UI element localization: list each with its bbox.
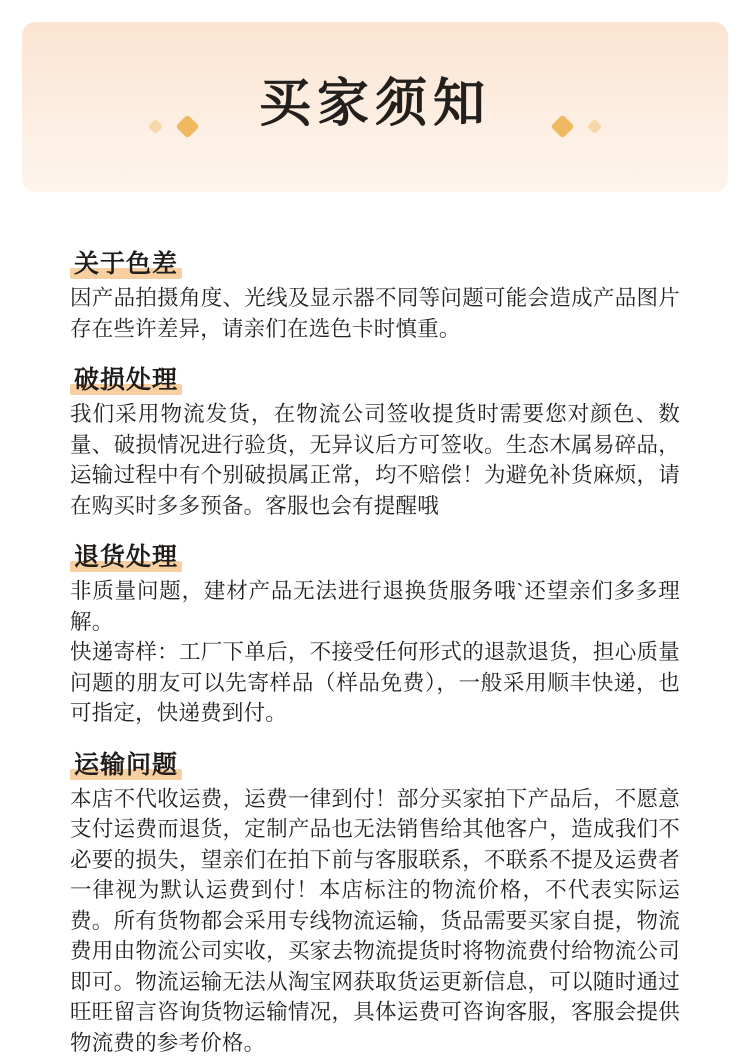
header-banner (22, 22, 728, 192)
section-damage-handling (70, 360, 680, 521)
notice-content (0, 192, 750, 1058)
paragraph: 非质量问题，建材产品无法进行退换货服务哦`还望亲们多多理解。 (70, 579, 680, 634)
section-body (70, 784, 680, 1058)
paragraph: 我们采用物流发货，在物流公司签收提货时需要您对颜色、数量、破损情况进行验货，无异议后方可签收。生态木属易碎品，运输过程中有个别破损属正常，均不赔偿！为避免补货麻烦，请在购买时多多预备。客服也会有提醒哦 (70, 402, 680, 518)
section-return-handling (70, 537, 680, 729)
paragraph: 本店不代收运费，运费一律到付！部分买家拍下产品后，不愿意支付运费而退货，定制产品也无法销售给其他客户，造成我们不必要的损失，望亲们在拍下前与客服联系，不联系不提及运费者一律视为默认运费到付！本店标注的物流价格，不代表实际运费。所有货物都会采用专线物流运输，货品需要买家自提，物流费用由物流公司实收，买家去物流提货时将物流费付给物流公司即可。物流运输无法从淘宝网获取货运更新信息，可以随时通过旺旺留言咨询货物运输情况，具体运费可咨询客服，客服会提供物流费的参考价格。 (70, 786, 680, 1055)
diamond-icon (587, 119, 603, 135)
section-heading-text: 运输问题 (74, 750, 179, 779)
paragraph: 快递寄样：工厂下单后，不接受任何形式的退款退货，担心质量问题的朋友可以先寄样品（样品免费），一般采用顺丰快递，也可指定，快递费到付。 (70, 640, 680, 726)
section-heading-text: 破损处理 (74, 366, 179, 395)
banner-decoration-right (554, 118, 600, 135)
section-heading-text: 关于色差 (74, 250, 179, 278)
section-heading (70, 745, 182, 782)
section-heading (70, 360, 182, 397)
section-body (70, 399, 680, 521)
section-heading (70, 537, 182, 574)
section-body (70, 283, 680, 344)
section-body (70, 576, 680, 729)
section-shipping-issues (70, 745, 680, 1058)
diamond-icon (175, 114, 199, 138)
buyer-notice-page (0, 22, 750, 1055)
diamond-icon (550, 114, 574, 138)
section-heading-text: 退货处理 (74, 543, 179, 572)
diamond-icon (148, 119, 164, 135)
page-title: 买家须知 (258, 75, 491, 133)
paragraph: 因产品拍摄角度、光线及显示器不同等问题可能会造成产品图片存在些许差异，请亲们在选色卡时慎重。 (70, 286, 680, 341)
banner-decoration-left (150, 118, 196, 135)
section-heading (70, 244, 182, 281)
section-color-difference (70, 244, 680, 344)
